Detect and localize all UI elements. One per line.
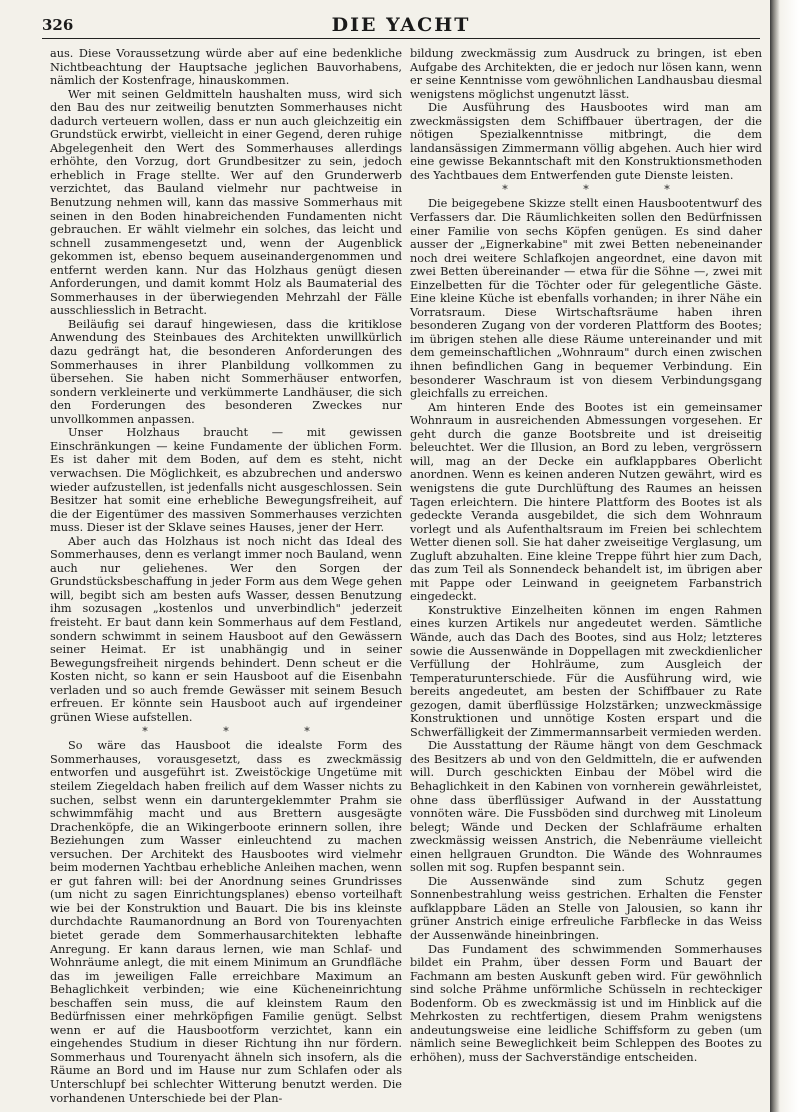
right-column xyxy=(410,47,762,1092)
paragraph: Beiläufig sei darauf hingewiesen, dass die kritiklose Anwendung des Steinbaues des Architekten unwillkürlich dazu gedrängt hat, die besonderen Anforderungen des Sommerhauses in ihrer Planbildung vollkommen zu übersehen. Sie haben nicht Sommerhäuser entworfen, sondern verkleinerte und verkümmerte Landhäuser, die sich den Forderungen des besonderen Zweckes nur unvollkommen anpassen. xyxy=(50,317,402,426)
paragraph: Die Aussenwände sind zum Schutz gegen Sonnenbestrahlung weiss gestrichen. Erhalten die Fenster aufklappbare Läden an Stelle von Jalousien, so kann ihr grüner Anstrich einige erfreuliche Farbflecke in das Weiss der Aussenwände hineinbringen. xyxy=(410,874,762,942)
paragraph: Die beigegebene Skizze stellt einen Hausbootentwurf des Verfassers dar. Die Räumlichkeiten sollen den Bedürfnissen einer Familie von sechs Köpfen genügen. Es sind daher ausser der „Eignerkabine" mit zwei Betten nebeneinander noch drei weitere Schlafkojen angeordnet, eine davon mit zwei Betten übereinander — etwa für die Söhne —, zwei mit Einzelbetten für die Töchter oder für gelegentliche Gäste. Eine kleine Küche ist ebenfalls vorhanden; in ihrer Nähe ein Vorratsraum. Diese Wirtschaftsräume haben ihren besonderen Zugang von der vorderen Plattform des Bootes; im übrigen stehen alle diese Räume untereinander und mit dem gemeinschaftlichen „Wohnraum" durch einen zwischen ihnen befindlichen Gang in bequemer Verbindung. Ein besonderer Waschraum ist von diesem Verbindungsgang gleichfalls zu erreichen. xyxy=(410,197,762,401)
paragraph: Wer mit seinen Geldmitteln haushalten muss, wird sich den Bau des nur zeitweilig benutzten Sommerhauses nicht dadurch verteuern wollen, dass er nun auch gleichzeitig ein Grundstück erwirbt, vielleicht in einer Gegend, deren ruhige Abgelegenheit den Wert des Sommerhauses allerdings erhöhte, den Vorzug, dort Grundbesitzer zu sein, jedoch erheblich in Frage stellte. Wer auf den Grunderwerb verzichtet, das Bauland vielmehr nur pachtweise in Benutzung nehmen will, kann das massive Sommerhaus mit seinen in den Boden hinabreichenden Fundamenten nicht gebrauchen. Er wählt vielmehr ein solches, das leicht und schnell zusammengesetzt und, wenn der Augenblick gekommen ist, ebenso bequem auseinandergenommen und entfernt werden kann. Nur das Holzhaus genügt diesen Anforderungen, und damit kommt Holz als Baumaterial des Sommerhauses in der überwiegenden Mehrzahl der Fälle ausschliesslich in Betracht. xyxy=(50,87,402,318)
paragraph: Unser Holzhaus braucht — mit gewissen Einschränkungen — keine Fundamente der üblichen Form. Es ist daher mit dem Boden, auf dem es steht, nicht verwachsen. Die Möglichkeit, es abzubrechen und anderswo wieder aufzustellen, ist jedenfalls nicht ausgeschlossen. Sein Besitzer hat somit eine erhebliche Bewegungsfreiheit, auf die der Eigentümer des massiven Sommerhauses verzichten muss. Dieser ist der Sklave seines Hauses, jener der Herr. xyxy=(50,426,402,535)
header-rule xyxy=(42,38,760,39)
paragraph: So wäre das Hausboot die idealste Form des Sommerhauses, vorausgesetzt, dass es zweckmässig entworfen und ausgeführt ist. Zweistöckige Ungetüme mit steilem Ziegeldach haben freilich auf dem Wasser nichts zu suchen, selbst wenn ein daruntergeklemmter Prahm sie schwimmfähig macht und aus Brettern ausgesägte Drachenköpfe, die an Wikingerboote erinnern sollen, ihre Beziehungen zum Wasser einleuchtend zu machen versuchen. Der Architekt des Hausbootes wird vielmehr beim modernen Yachtbau erhebliche Anleihen machen, wenn er gut fahren will: bei der Anordnung seines Grundrisses (um nicht zu sagen Einrichtungsplanes) ebenso vorteilhaft wie bei der Konstruktion und Bauart. Die bis ins kleinste durchdachte Raumanordnung an Bord von Tourenyachten bietet gerade dem Sommerhausarchitekten lebhafte Anregung. Er kann daraus lernen, wie man Schlaf- und Wohnräume anlegt, die mit einem Minimum an Grundfläche das im jeweiligen Falle erreichbare Maximum an Behaglichkeit verbinden; wie eine Kücheneinrichtung beschaffen sein muss, die auf kleinstem Raum den Bedürfnissen einer mehrköpfigen Familie genügt. Selbst wenn er auf die Hausbootform verzichtet, kann ein eingehendes Studium in dieser Richtung ihn nur fördern. Sommerhaus und Tourenyacht ähneln sich insofern, als die Räume an Bord und im Hause nur zum Schlafen oder als Unterschlupf bei schlechter Witterung benutzt werden. Die vorhandenen Unterschiede bei der Plan- xyxy=(50,739,402,1105)
section-separator: * * * xyxy=(502,183,706,197)
running-title: DIE YACHT xyxy=(331,14,471,36)
paragraph: aus. Diese Voraussetzung würde aber auf eine bedenkliche Nichtbeachtung der Hauptsache jeglichen Bauvorhabens, nämlich der Kostenfrage, hinauskommen. xyxy=(50,47,402,88)
section-separator: * * * xyxy=(142,725,346,739)
next-page-edge xyxy=(770,0,799,1112)
paragraph: Konstruktive Einzelheiten können im engen Rahmen eines kurzen Artikels nur angedeutet werden. Sämtliche Wände, auch das Dach des Bootes, sind aus Holz; letzteres sowie die Aussenwände in Doppellagen mit zweckdienlicher Verfüllung der Hohlräume, zum Ausgleich der Temperaturunterschiede. Für die Ausführung wird, wie bereits angedeutet, am besten der Schiffbauer zu Rate gezogen, damit überflüssige Holzstärken; unzweckmässige Konstruktionen und unnötige Kosten erspart und die Schwerfälligkeit der Zimmermannsarbeit vermieden werden. xyxy=(410,603,762,739)
page-number: 326 xyxy=(42,16,74,34)
paragraph: Am hinteren Ende des Bootes ist ein gemeinsamer Wohnraum in ausreichenden Abmessungen vorgesehen. Er geht durch die ganze Bootsbreite und ist dreiseitig beleuchtet. Wer die Illusion, an Bord zu leben, vergrössern will, mag an der Decke ein aufklappbares Oberlicht anordnen. Wenn es keinen anderen Nutzen gewährt, wird es wenigstens die gute Durchlüftung des Raumes an heissen Tagen erleichtern. Die hintere Plattform des Bootes ist als gedeckte Veranda ausgebildet, die sich dem Wohnraum vorlegt und als Aufenthaltsraum im Freien bei schlechtem Wetter dienen soll. Sie hat daher zweiseitige Verglasung, um Zugluft abzuhalten. Eine kleine Treppe führt hier zum Dach, das zum Teil als Sonnendeck behandelt ist, im übrigen aber mit Pappe oder Leinwand in geeignetem Farbanstrich eingedeckt. xyxy=(410,400,762,604)
paragraph: Aber auch das Holzhaus ist noch nicht das Ideal des Sommerhauses, denn es verlangt immer noch Bauland, wenn auch nur geliehenes. Wer den Sorgen der Grundstücksbeschaffung in jeder Form aus dem Wege gehen will, begibt sich am besten aufs Wasser, dessen Benutzung ihm sozusagen „kostenlos und unverbindlich" jederzeit freisteht. Er baut dann kein Sommerhaus auf dem Festland, sondern schwimmt in seinem Hausboot auf den Gewässern seiner Heimat. Er ist unabhängig und in seiner Bewegungsfreiheit nirgends behindert. Denn scheut er die Kosten nicht, so kann er sein Hausboot auf die Eisenbahn verladen und so auch fremde Gewässer mit seinem Besuch erfreuen. Er könnte sein Hausboot auch auf irgendeiner grünen Wiese aufstellen. xyxy=(50,534,402,724)
paragraph: Das Fundament des schwimmenden Sommerhauses bildet ein Prahm, über dessen Form und Bauart der Fachmann am besten Auskunft geben wird. Für gewöhnlich sind solche Prähme unförmliche Schüsseln in rechteckiger Bodenform. Ob es zweckmässig ist und im Hinblick auf die Mehrkosten zu rechtfertigen, diesem Prahm wenigstens andeutungsweise eine leidliche Schiffsform zu geben (um nämlich seine Beweglichkeit beim Schleppen des Bootes zu erhöhen), muss der Sachverständige entscheiden. xyxy=(410,942,762,1064)
left-column xyxy=(50,47,402,1105)
paragraph: Die Ausstattung der Räume hängt von dem Geschmack des Besitzers ab und von den Geldmitteln, die er aufwenden will. Durch geschickten Einbau der Möbel wird die Behaglichkeit in den Kabinen von vornherein gewährleistet, ohne dass überflüssiger Aufwand in der Ausstattung vonnöten wäre. Die Fussböden sind durchweg mit Linoleum belegt; Wände und Decken der Schlafräume erhalten zweckmässig weissen Anstrich, die Nebenräume vielleicht einen hellgrauen Grundton. Die Wände des Wohnraumes sollen mit sog. Rupfen bespannt sein. xyxy=(410,739,762,875)
paragraph: Die Ausführung des Hausbootes wird man am zweckmässigsten dem Schiffbauer übertragen, der die nötigen Spezialkenntnisse mitbringt, die dem landansässigen Zimmermann völlig abgehen. Auch hier wird eine gewisse Bekanntschaft mit den Konstruktionsmethoden des Yachtbaues dem Entwerfenden gute Dienste leisten. xyxy=(410,101,762,182)
page-header xyxy=(42,16,760,38)
paragraph: bildung zweckmässig zum Ausdruck zu bringen, ist eben Aufgabe des Architekten, die er jedoch nur lösen kann, wenn er seine Kenntnisse vom gewöhnlichen Landhausbau diesmal wenigstens möglichst ungenutzt lässt. xyxy=(410,47,762,101)
